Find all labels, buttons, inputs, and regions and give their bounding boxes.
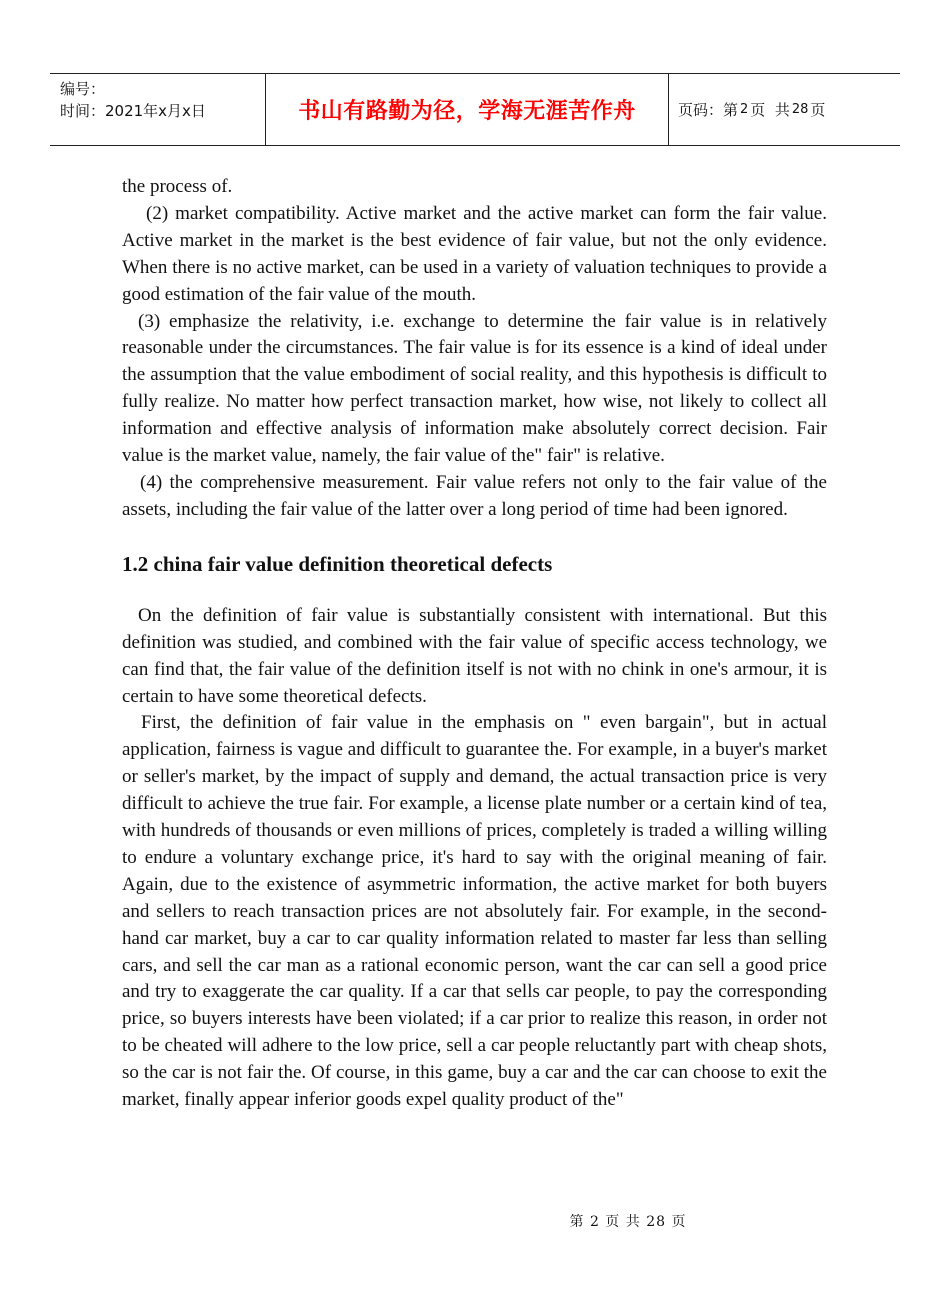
paragraph: (3) emphasize the relativity, i.e. exchange to determine the fair value is in relatively reasonable under the circumstances. The fair value is for its essence is a kind of ideal under the assumption that the value embodiment of social reality, and this hypothesis is difficult to fully realize. No matter how perfect transaction market, how wise, not likely to collect all information and effective analysis of information make absolutely correct decision. Fair value is the market value, namely, the fair value of the" fair" is relative. xyxy=(122,310,827,467)
page-label: 页码：第 xyxy=(678,101,739,119)
paragraph: the process of. xyxy=(122,176,233,197)
page-of-label: 页 共 xyxy=(750,101,790,119)
document-body xyxy=(122,174,827,1114)
header-motto xyxy=(266,74,669,145)
page-footer: 第 2 页 共 28 页 xyxy=(569,1214,687,1230)
header-meta xyxy=(50,74,266,145)
page-total: 28 xyxy=(791,102,809,117)
paragraph: (4) the comprehensive measurement. Fair value refers not only to the fair value of the assets, including the fair value of the latter over a long period of time had been ignored. xyxy=(122,471,827,520)
page-header xyxy=(50,73,900,146)
date-label: 时间：2021年x月x日 xyxy=(60,102,206,120)
paragraph: First, the definition of fair value in the emphasis on " even bargain", but in actual application, fairness is vague and difficult to guarantee the. For example, in a buyer's market or seller's market, by the impact of supply and demand, the actual transaction price is very difficult to achieve the true fair. For example, a license plate number or a certain kind of tea, with hundreds of thousands or even millions of prices, completely is traded a willing willing to endure a voluntary exchange price, it's hard to say with the original meaning of fair. Again, due to the existence of asymmetric information, the active market for both buyers and sellers to reach transaction prices are not absolutely fair. For example, in the second-hand car market, buy a car to car quality information related to master far less than selling cars, and sell the car man as a rational economic person, want the car can sell a good price and try to exaggerate the car quality. If a car that sells car people, to pay the corresponding price, so buyers interests have been violated; if a car prior to realize this reason, in order not to be cheated will adhere to the low price, sell a car people reluctantly part with cheap shots, so the car is not fair the. Of course, in this game, buy a car and the car can choose to exit the market, finally appear inferior goods expel quality product of the" xyxy=(122,712,827,1111)
paragraph: On the definition of fair value is substantially consistent with international. But this definition was studied, and combined with the fair value of specific access technology, we can find that, the fair value of the definition itself is not with no chink in one's armour, it is certain to have some theoretical defects. xyxy=(122,604,827,707)
motto-text: 书山有路勤为径，学海无涯苦作舟 xyxy=(298,99,636,124)
serial-number-label: 编号： xyxy=(60,80,106,98)
page-current: 2 xyxy=(740,102,749,117)
header-page-info xyxy=(669,74,900,145)
paragraph: (2) market compatibility. Active market and the active market can form the fair value. Active market in the market is the best evidence of fair value, but not the only evidence. When there is no active market, can be used in a variety of valuation techniques to provide a good estimation of the fair value of the mouth. xyxy=(122,202,827,305)
section-heading: 1.2 china fair value definition theoretical defects xyxy=(122,551,553,576)
page-suffix: 页 xyxy=(810,101,826,119)
